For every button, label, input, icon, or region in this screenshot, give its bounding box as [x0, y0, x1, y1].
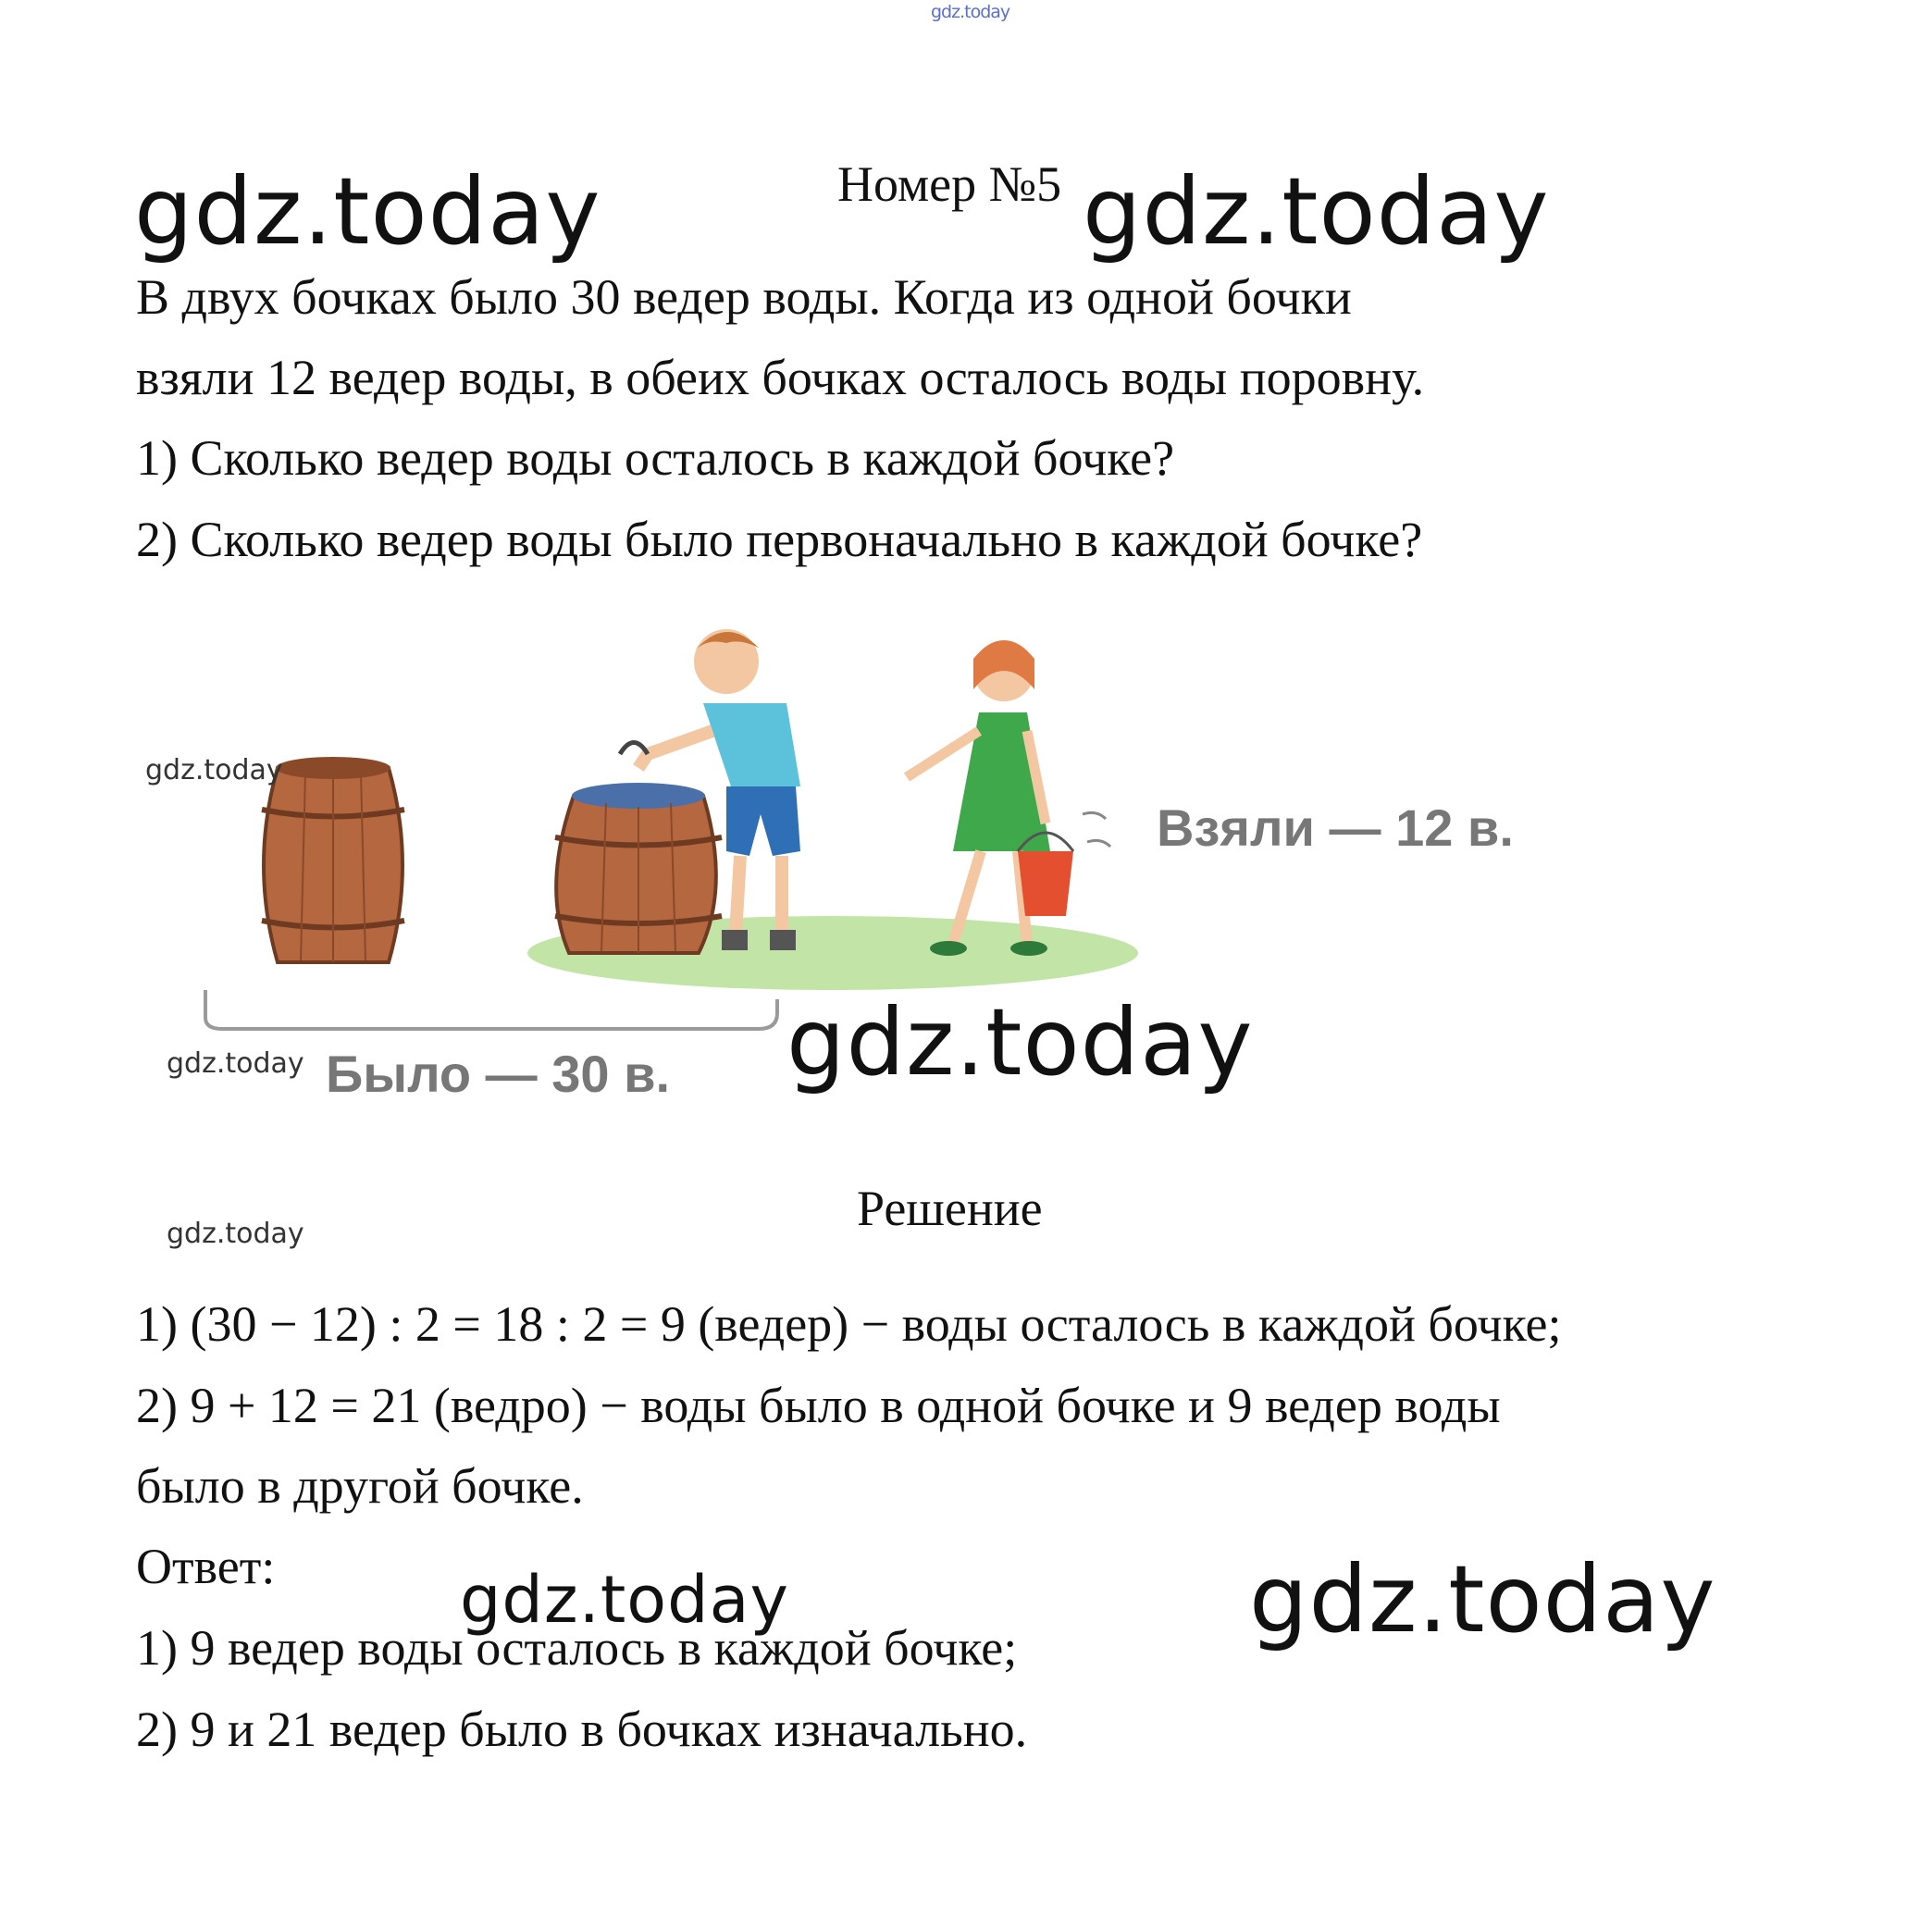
solution-line-3: было в другой бочке. [136, 1458, 584, 1514]
watermark-small-3: gdz.today [167, 1218, 304, 1250]
answer-line-1: 1) 9 ведер воды осталось в каждой бочке; [136, 1620, 1018, 1676]
top-watermark: gdz.today [931, 2, 1010, 22]
solution-title: Решение [857, 1181, 1043, 1236]
watermark-large-4: gdz.today [1249, 1545, 1716, 1653]
task-question-2: 2) Сколько ведер воды было первоначально в каждой бочке? [136, 512, 1423, 567]
taken-label: Взяли — 12 в. [1157, 798, 1514, 857]
watermark-large-1: gdz.today [134, 157, 601, 266]
barrel-right-icon [555, 783, 722, 953]
total-bracket [205, 990, 777, 1029]
watermark-small-1: gdz.today [145, 754, 283, 786]
watermark-large-3: gdz.today [786, 988, 1254, 1096]
task-line-1: В двух бочках было 30 ведер воды. Когда из одной бочки [136, 269, 1352, 325]
solution-line-1: 1) (30 − 12) : 2 = 18 : 2 = 9 (ведер) − воды осталось в каждой бочке; [136, 1296, 1562, 1352]
watermark-medium-1: gdz.today [460, 1562, 789, 1638]
watermark-small-2: gdz.today [167, 1047, 304, 1080]
task-title: Номер №5 [837, 156, 1062, 212]
answer-label: Ответ: [136, 1539, 276, 1594]
solution-line-2: 2) 9 + 12 = 21 (ведро) − воды было в одной бочке и 9 ведер воды [136, 1378, 1501, 1433]
task-line-2: взяли 12 ведер воды, в обеих бочках осталось воды поровну. [136, 350, 1425, 405]
total-label: Было — 30 в. [326, 1045, 671, 1103]
task-question-1: 1) Сколько ведер воды осталось в каждой бочке? [136, 430, 1175, 486]
answer-line-2: 2) 9 и 21 ведер было в бочках изначально. [136, 1702, 1028, 1757]
watermark-large-2: gdz.today [1083, 157, 1550, 266]
barrel-left-icon [262, 757, 404, 962]
